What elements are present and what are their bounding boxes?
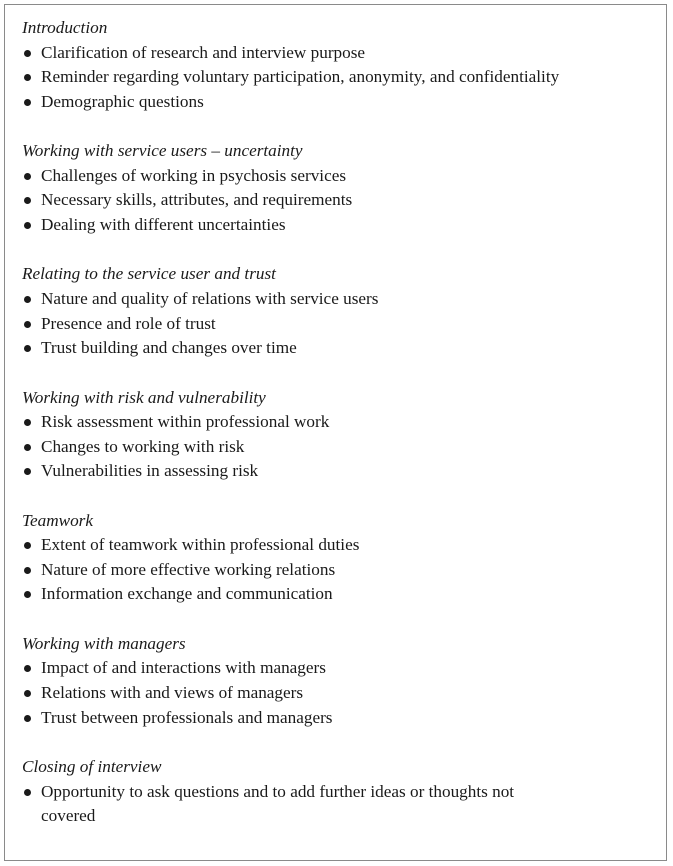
section-heading: Working with service users – uncertainty <box>22 141 303 161</box>
list-item: Trust building and changes over time <box>22 336 610 361</box>
list-item: Extent of teamwork within professional duties <box>22 533 610 558</box>
list-item: Necessary skills, attributes, and requirements <box>22 188 610 213</box>
list-item: Relations with and views of managers <box>22 681 610 706</box>
list-item: Clarification of research and interview purpose <box>22 41 610 66</box>
bullet-list <box>22 164 610 238</box>
list-item: Nature and quality of relations with service users <box>22 287 610 312</box>
section-teamwork <box>22 509 610 607</box>
list-item: Information exchange and communication <box>22 582 610 607</box>
section-relating-and-trust <box>22 262 610 360</box>
section-risk-and-vulnerability <box>22 386 610 484</box>
section-introduction <box>22 16 610 114</box>
list-item: Demographic questions <box>22 90 610 115</box>
list-item: Dealing with different uncertainties <box>22 213 610 238</box>
interview-guide-content <box>22 16 610 829</box>
section-heading: Working with managers <box>22 633 186 653</box>
section-working-with-service-users <box>22 139 610 237</box>
section-heading: Teamwork <box>22 510 93 530</box>
list-item: Opportunity to ask questions and to add further ideas or thoughts not covered <box>22 780 551 829</box>
section-heading: Introduction <box>22 18 108 37</box>
list-item: Vulnerabilities in assessing risk <box>22 459 610 484</box>
bullet-list <box>22 41 610 115</box>
section-closing-of-interview <box>22 755 610 829</box>
section-heading: Closing of interview <box>22 757 162 777</box>
list-item: Impact of and interactions with managers <box>22 656 610 681</box>
list-item: Changes to working with risk <box>22 435 610 460</box>
bullet-list <box>22 287 610 361</box>
list-item: Risk assessment within professional work <box>22 410 610 435</box>
list-item: Trust between professionals and managers <box>22 706 610 731</box>
section-working-with-managers <box>22 632 610 730</box>
bullet-list <box>22 780 610 829</box>
bullet-list <box>22 656 610 730</box>
list-item: Presence and role of trust <box>22 312 610 337</box>
section-heading: Relating to the service user and trust <box>22 264 276 284</box>
list-item: Nature of more effective working relations <box>22 558 610 583</box>
list-item: Reminder regarding voluntary participation, anonymity, and confidentiality <box>22 65 610 90</box>
list-item: Challenges of working in psychosis services <box>22 164 610 189</box>
bullet-list <box>22 410 610 484</box>
bullet-list <box>22 533 610 607</box>
section-heading: Working with risk and vulnerability <box>22 387 266 407</box>
